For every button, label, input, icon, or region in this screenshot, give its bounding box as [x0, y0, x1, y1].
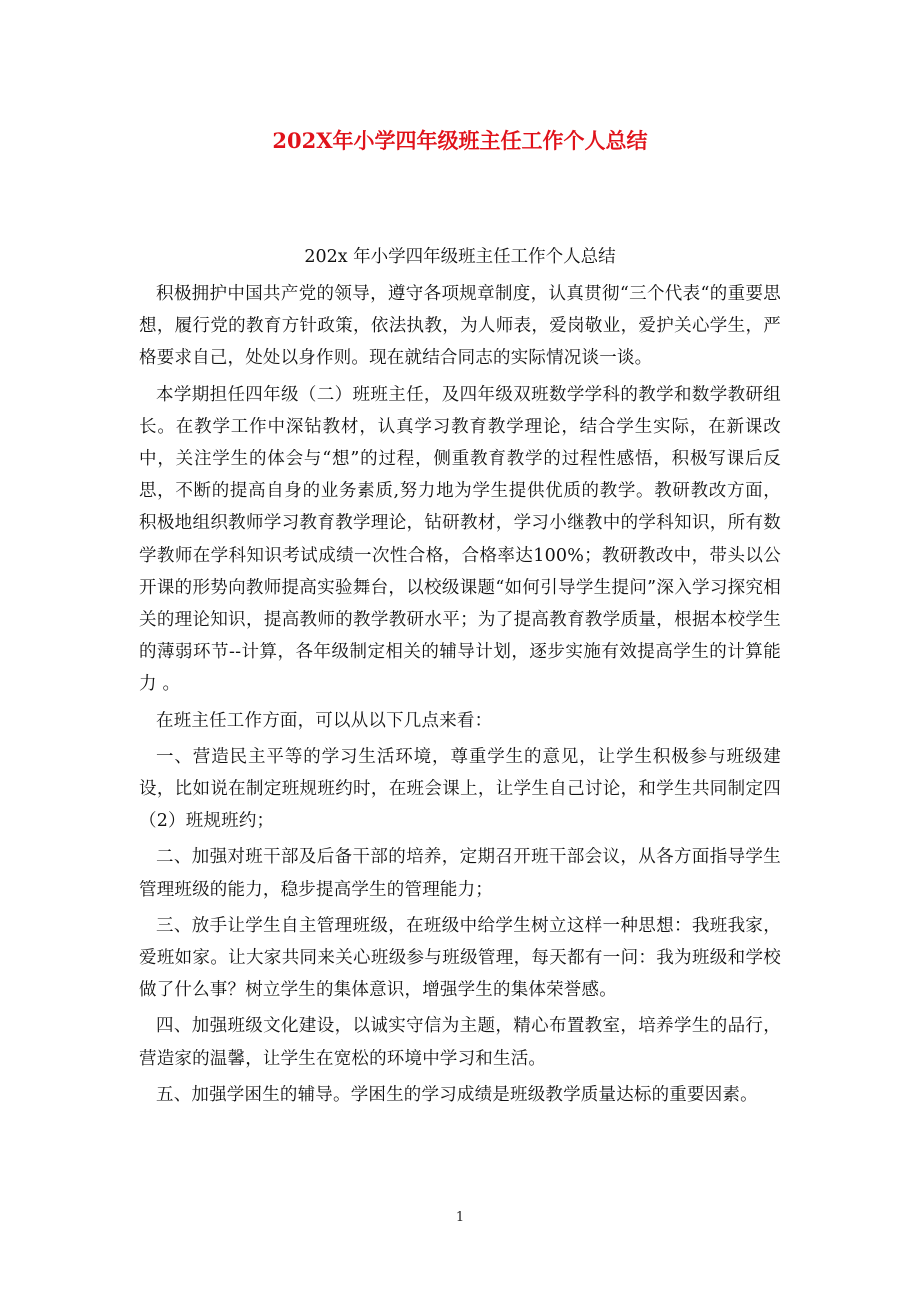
paragraph: 五、加强学困生的辅导。学困生的学习成绩是班级教学质量达标的重要因素。	[156, 1084, 758, 1105]
paragraph: 二、加强对班干部及后备干部的培养，定期召开班干部会议，从各方面指导学生管理班级的能力，稳步提高学生的管理能力；	[139, 847, 781, 900]
paragraph: 在班主任工作方面，可以从以下几点来看：	[156, 710, 493, 731]
paragraph: 四、加强班级文化建设，以诚实守信为主题，精心布置教室，培养学生的品行，营造家的温馨，让学生在宽松的环境中学习和生活。	[139, 1016, 781, 1069]
paragraph: 本学期担任四年级（二）班班主任，及四年级双班数学学科的教学和数学教研组长。在教学工作中深钻教材，认真学习教育教学理论，结合学生实际，在新课改中，关注学生的体会与“想”的过程，侧重教育教学的过程性感悟，积极写课后反思，不断的提高自身的业务素质,努力地为学生提供优质的教学。教研教改方面，积极地组织教师学习教育教学理论，钻研教材，学习小继教中的学科知识，所有数学教师在学科知识考试成绩一次性合格，合格率达100%；教研教改中，带头以公开课的形势向教师提高实验舞台，以校级课题“如何引导学生提问”深入学习探究相关的理论知识，提高教师的教学教研水平；为了提高教育教学质量，根据本校学生的薄弱环节--计算，各年级制定相关的辅导计划，逐步实施有效提高学生的计算能力 。	[139, 384, 781, 695]
paragraph: 积极拥护中国共产党的领导，遵守各项规章制度，认真贯彻“三个代表“的重要思想，履行党的教育方针政策，依法执教，为人师表，爱岗敬业，爱护关心学生，严格要求自己，处处以身作则。现在就结合同志的实际情况谈一谈。	[139, 284, 781, 369]
document-body	[139, 278, 781, 1115]
page-number: 1	[455, 1210, 465, 1225]
paragraph: 三、放手让学生自主管理班级，在班级中给学生树立这样一种思想：我班我家，爱班如家。让大家共同来关心班级参与班级管理，每天都有一问：我为班级和学校做了什么事？树立学生的集体意识，增强学生的集体荣誉感。	[139, 915, 781, 1001]
document-title: 202X年小学四年级班主任工作个人总结	[272, 128, 648, 153]
document-subtitle: 202x 年小学四年级班主任工作个人总结	[304, 247, 616, 267]
paragraph: 一、营造民主平等的学习生活环境，尊重学生的意见，让学生积极参与班级建设，比如说在制定班规班约时，在班会课上，让学生自己讨论，和学生共同制定四（2）班规班约；	[139, 746, 781, 832]
